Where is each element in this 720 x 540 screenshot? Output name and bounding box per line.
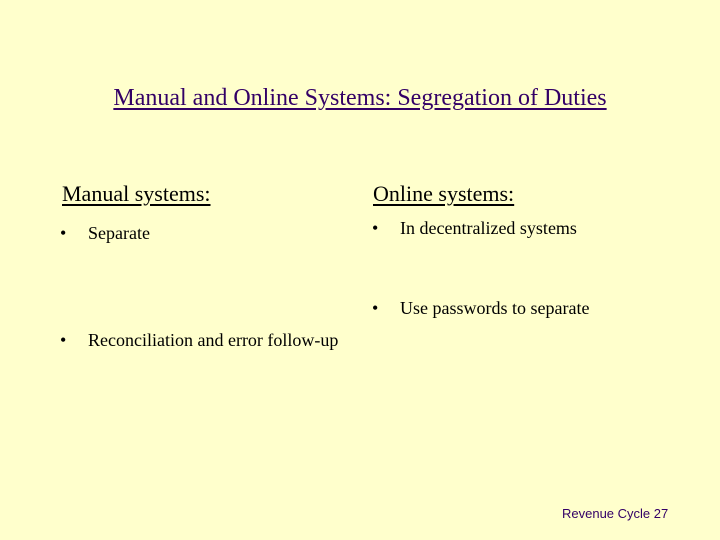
manual-bullet-reconciliation [60, 328, 360, 352]
bullet-dot: • [372, 298, 379, 318]
bullet-dot: • [60, 330, 67, 350]
online-bullet-passwords [372, 296, 702, 320]
bullet-text: In decentralized systems [400, 218, 577, 238]
bullet-dot: • [60, 223, 67, 243]
bullet-dot: • [372, 218, 379, 238]
online-bullet-decentralized [372, 216, 702, 240]
manual-systems-heading: Manual systems: [62, 181, 211, 206]
bullet-text: Separate [88, 223, 150, 243]
bullet-text: Use passwords to separate [400, 298, 590, 318]
bullet-text: Reconciliation and error follow-up [88, 330, 339, 350]
slide-footer: Revenue Cycle 27 [562, 506, 669, 521]
online-systems-heading: Online systems: [373, 181, 515, 206]
slide-title: Manual and Online Systems: Segregation of Duties [113, 85, 607, 111]
manual-bullet-separate [60, 221, 360, 245]
